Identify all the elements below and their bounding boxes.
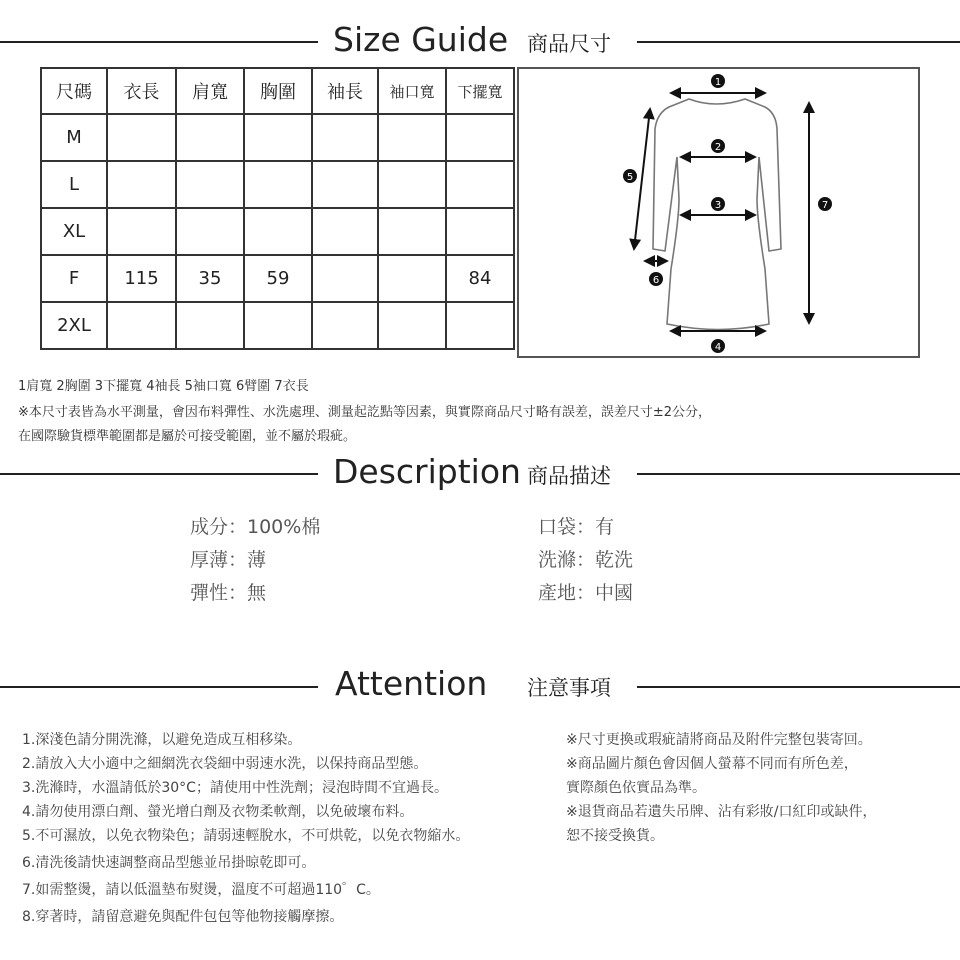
header-hem: 下擺寬	[446, 68, 514, 114]
elasticity-text: 彈性：無	[190, 582, 267, 604]
svg-text:5: 5	[626, 172, 634, 183]
care-item-8: 8.穿著時，請留意避免與配件包包等他物接觸摩擦。	[22, 909, 344, 925]
measure-note-1: ※本尺寸表皆為水平測量，會因布料彈性、水洗處理、測量起訖點等因素，與實際商品尺寸略有誤差，誤差尺寸±2公分，	[18, 405, 712, 420]
divider-left	[0, 686, 318, 688]
care-item-3: 3.洗滌時，水溫請低於30°C；請使用中性洗劑；浸泡時間不宜過長。	[22, 780, 448, 796]
header-shoulder: 肩寬	[176, 68, 244, 114]
care-item-7: 7.如需整燙，請以低溫墊布熨燙，溫度不可超過110゜C。	[22, 882, 380, 898]
table-cell	[378, 302, 446, 349]
table-cell	[446, 161, 514, 208]
header-sleeve: 袖長	[312, 68, 378, 114]
marker-5	[623, 169, 637, 183]
table-cell	[312, 208, 378, 255]
table-row	[41, 114, 514, 161]
table-header-row	[41, 68, 514, 114]
marker-4	[711, 339, 725, 353]
svg-text:7: 7	[821, 200, 829, 211]
table-cell	[312, 302, 378, 349]
description-title-zh: 商品描述	[527, 464, 611, 488]
return-note-2: ※商品圖片顏色會因個人螢幕不同而有所色差，	[566, 756, 858, 772]
header-size: 尺碼	[41, 68, 107, 114]
table-cell	[378, 255, 446, 302]
header-chest: 胸圍	[244, 68, 312, 114]
care-item-4: 4.請勿使用漂白劑、螢光增白劑及衣物柔軟劑，以免破壞布料。	[22, 804, 414, 820]
table-cell: 84	[446, 255, 514, 302]
table-cell	[244, 208, 312, 255]
care-item-6: 6.清洗後請快速調整商品型態並吊掛晾乾即可。	[22, 855, 316, 871]
return-note-4: ※退貨商品若遺失吊牌、沾有彩妝/口紅印或缺件，	[566, 804, 877, 820]
table-cell: 35	[176, 255, 244, 302]
description-title-en: Description	[333, 452, 521, 491]
table-cell	[107, 161, 176, 208]
size-table	[40, 67, 515, 350]
table-cell	[378, 208, 446, 255]
description-header	[0, 452, 960, 492]
return-note-5: 恕不接受換貨。	[566, 828, 664, 844]
table-cell	[378, 161, 446, 208]
svg-text:1: 1	[714, 77, 722, 88]
marker-7	[818, 197, 832, 211]
thickness-text: 厚薄：薄	[190, 549, 267, 571]
header-length: 衣長	[107, 68, 176, 114]
table-cell: 115	[107, 255, 176, 302]
size-label-cell: M	[41, 114, 107, 161]
return-note-1: ※尺寸更換或瑕疵請將商品及附件完整包裝寄回。	[566, 732, 872, 748]
measure-legend: 1肩寬 2胸圍 3下擺寬 4袖長 5袖口寬 6臂圍 7衣長	[18, 379, 309, 394]
marker-1	[711, 74, 725, 88]
svg-text:2: 2	[714, 142, 722, 153]
divider-right	[637, 473, 960, 475]
care-item-5: 5.不可濕放，以免衣物染色；請弱速輕脫水，不可烘乾，以免衣物縮水。	[22, 828, 470, 844]
washing-text: 洗滌：乾洗	[538, 549, 634, 571]
table-cell	[176, 161, 244, 208]
size-guide-title-zh: 商品尺寸	[527, 32, 611, 56]
divider-right	[637, 41, 960, 43]
table-cell	[446, 208, 514, 255]
attention-title-en: Attention	[335, 664, 488, 703]
table-cell	[244, 114, 312, 161]
marker-2	[711, 139, 725, 153]
table-cell	[107, 302, 176, 349]
marker-3	[711, 197, 725, 211]
dress-illustration	[519, 69, 918, 356]
measure-note-2: 在國際驗貨標準範圍都是屬於可接受範圍，並不屬於瑕疵。	[18, 429, 357, 444]
table-cell	[107, 208, 176, 255]
table-row	[41, 161, 514, 208]
pocket-text: 口袋：有	[538, 516, 615, 538]
svg-text:4: 4	[714, 342, 722, 353]
table-cell	[244, 161, 312, 208]
header-cuff: 袖口寬	[378, 68, 446, 114]
size-label-cell: L	[41, 161, 107, 208]
return-note-3: 實際顏色依實品為準。	[566, 780, 706, 796]
divider-left	[0, 41, 318, 43]
divider-right	[637, 686, 960, 688]
svg-text:3: 3	[714, 200, 722, 211]
size-guide-header	[0, 20, 960, 60]
table-cell	[244, 302, 312, 349]
table-cell	[107, 114, 176, 161]
size-guide-title-en: Size Guide	[333, 20, 509, 59]
attention-title-zh: 注意事項	[527, 676, 611, 700]
divider-left	[0, 473, 318, 475]
garment-diagram	[517, 67, 920, 358]
table-cell	[312, 114, 378, 161]
material-text: 成分：100%棉	[190, 516, 321, 538]
size-label-cell: XL	[41, 208, 107, 255]
table-cell	[176, 208, 244, 255]
table-cell	[312, 161, 378, 208]
marker-6	[649, 272, 663, 286]
table-cell	[312, 255, 378, 302]
table-cell: 59	[244, 255, 312, 302]
table-cell	[176, 114, 244, 161]
table-row	[41, 302, 514, 349]
table-row	[41, 255, 514, 302]
care-item-2: 2.請放入大小適中之細網洗衣袋細中弱速水洗，以保持商品型態。	[22, 756, 428, 772]
origin-text: 產地：中國	[538, 582, 634, 604]
table-cell	[378, 114, 446, 161]
size-label-cell: F	[41, 255, 107, 302]
table-cell	[446, 302, 514, 349]
size-label-cell: 2XL	[41, 302, 107, 349]
care-item-1: 1.深淺色請分開洗滌，以避免造成互相移染。	[22, 732, 302, 748]
arrow-5	[634, 109, 650, 249]
svg-text:6: 6	[652, 275, 660, 286]
table-cell	[176, 302, 244, 349]
attention-header	[0, 662, 960, 702]
table-cell	[446, 114, 514, 161]
table-row	[41, 208, 514, 255]
